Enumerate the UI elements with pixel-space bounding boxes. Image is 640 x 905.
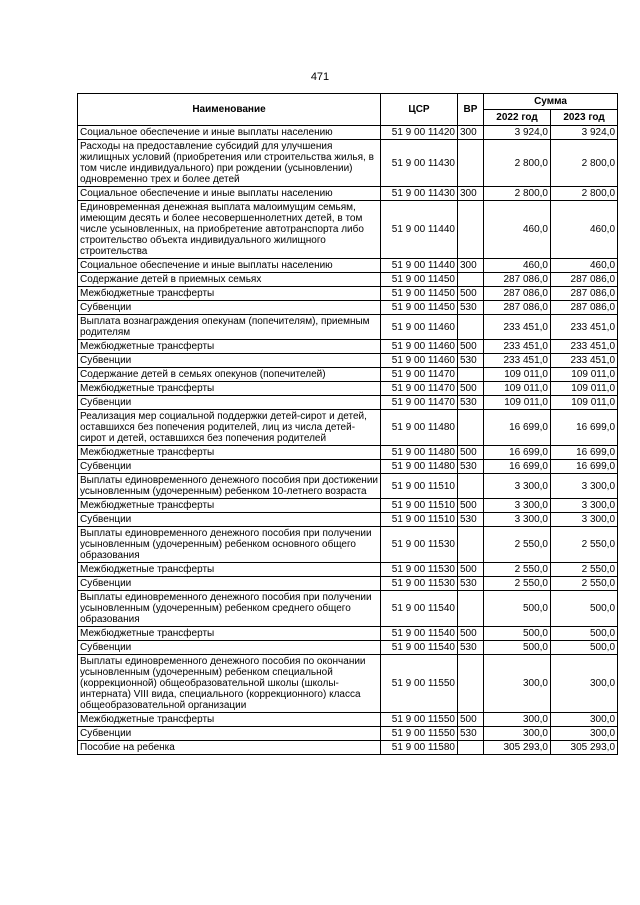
row-name: Выплаты единовременного денежного пособия при получении усыновленным (удочеренным) ребенком основного общего образования	[78, 527, 381, 563]
header-vr: ВР	[458, 94, 484, 126]
row-sum-2023: 460,0	[551, 201, 618, 259]
row-csr: 51 9 00 11540	[381, 627, 458, 641]
row-name: Субвенции	[78, 641, 381, 655]
row-sum-2023: 2 800,0	[551, 140, 618, 187]
row-name: Выплаты единовременного денежного пособия при получении усыновленным (удочеренным) ребенком среднего общего образования	[78, 591, 381, 627]
table-row	[78, 577, 618, 591]
row-sum-2022: 460,0	[484, 201, 551, 259]
row-vr: 500	[458, 499, 484, 513]
table-row	[78, 474, 618, 499]
table-row	[78, 513, 618, 527]
row-sum-2022: 3 924,0	[484, 126, 551, 140]
row-name: Реализация мер социальной поддержки детей-сирот и детей, оставшихся без попечения родителей, лиц из числа детей-сирот и детей, оставшихся без попечения родителей	[78, 410, 381, 446]
row-vr: 530	[458, 727, 484, 741]
row-sum-2022: 287 086,0	[484, 301, 551, 315]
row-sum-2022: 300,0	[484, 713, 551, 727]
row-sum-2023: 500,0	[551, 591, 618, 627]
row-name: Пособие на ребенка	[78, 741, 381, 755]
row-sum-2022: 233 451,0	[484, 315, 551, 340]
row-name: Межбюджетные трансферты	[78, 340, 381, 354]
row-csr: 51 9 00 11470	[381, 368, 458, 382]
table-row	[78, 368, 618, 382]
row-sum-2022: 3 300,0	[484, 513, 551, 527]
row-name: Содержание детей в семьях опекунов (попечителей)	[78, 368, 381, 382]
row-sum-2022: 300,0	[484, 655, 551, 713]
row-sum-2022: 16 699,0	[484, 446, 551, 460]
row-vr: 500	[458, 382, 484, 396]
row-sum-2022: 500,0	[484, 591, 551, 627]
table-row	[78, 563, 618, 577]
row-sum-2022: 109 011,0	[484, 382, 551, 396]
budget-table	[77, 93, 618, 755]
table-row	[78, 273, 618, 287]
row-sum-2023: 2 550,0	[551, 527, 618, 563]
row-sum-2023: 300,0	[551, 655, 618, 713]
row-vr: 530	[458, 396, 484, 410]
row-csr: 51 9 00 11510	[381, 513, 458, 527]
row-vr	[458, 368, 484, 382]
table-row	[78, 655, 618, 713]
row-name: Субвенции	[78, 577, 381, 591]
row-vr: 530	[458, 460, 484, 474]
table-row	[78, 315, 618, 340]
row-vr: 500	[458, 287, 484, 301]
row-sum-2023: 287 086,0	[551, 287, 618, 301]
row-vr: 500	[458, 446, 484, 460]
row-vr	[458, 474, 484, 499]
row-sum-2023: 16 699,0	[551, 410, 618, 446]
table-row	[78, 187, 618, 201]
row-vr	[458, 273, 484, 287]
header-csr: ЦСР	[381, 94, 458, 126]
table-row	[78, 727, 618, 741]
table-row	[78, 354, 618, 368]
row-vr: 500	[458, 627, 484, 641]
row-sum-2022: 500,0	[484, 641, 551, 655]
header-sum: Сумма	[484, 94, 618, 110]
row-csr: 51 9 00 11550	[381, 655, 458, 713]
row-csr: 51 9 00 11540	[381, 591, 458, 627]
row-name: Субвенции	[78, 727, 381, 741]
row-vr: 500	[458, 340, 484, 354]
row-name: Социальное обеспечение и иные выплаты населению	[78, 126, 381, 140]
row-name: Межбюджетные трансферты	[78, 563, 381, 577]
row-sum-2023: 16 699,0	[551, 446, 618, 460]
row-sum-2022: 287 086,0	[484, 273, 551, 287]
row-sum-2022: 16 699,0	[484, 410, 551, 446]
row-csr: 51 9 00 11440	[381, 259, 458, 273]
row-csr: 51 9 00 11530	[381, 527, 458, 563]
row-name: Социальное обеспечение и иные выплаты населению	[78, 187, 381, 201]
row-csr: 51 9 00 11480	[381, 410, 458, 446]
row-name: Выплата вознаграждения опекунам (попечителям), приемным родителям	[78, 315, 381, 340]
table-row	[78, 627, 618, 641]
row-vr: 530	[458, 641, 484, 655]
header-year-2022: 2022 год	[484, 110, 551, 126]
table-row	[78, 259, 618, 273]
row-sum-2022: 233 451,0	[484, 354, 551, 368]
row-sum-2023: 3 300,0	[551, 499, 618, 513]
table-row	[78, 126, 618, 140]
row-vr: 530	[458, 301, 484, 315]
row-csr: 51 9 00 11480	[381, 460, 458, 474]
table-row	[78, 527, 618, 563]
row-sum-2023: 3 924,0	[551, 126, 618, 140]
row-sum-2022: 233 451,0	[484, 340, 551, 354]
row-vr	[458, 201, 484, 259]
row-vr: 530	[458, 577, 484, 591]
row-sum-2023: 233 451,0	[551, 354, 618, 368]
row-vr	[458, 591, 484, 627]
table-row	[78, 460, 618, 474]
row-sum-2022: 109 011,0	[484, 368, 551, 382]
row-vr	[458, 315, 484, 340]
row-csr: 51 9 00 11460	[381, 340, 458, 354]
row-sum-2023: 500,0	[551, 641, 618, 655]
table-row	[78, 340, 618, 354]
row-vr	[458, 140, 484, 187]
row-vr: 300	[458, 187, 484, 201]
row-sum-2023: 300,0	[551, 713, 618, 727]
row-sum-2022: 2 800,0	[484, 140, 551, 187]
row-name: Субвенции	[78, 354, 381, 368]
table-row	[78, 382, 618, 396]
row-sum-2023: 109 011,0	[551, 396, 618, 410]
row-sum-2023: 500,0	[551, 627, 618, 641]
row-sum-2022: 287 086,0	[484, 287, 551, 301]
row-sum-2023: 109 011,0	[551, 382, 618, 396]
row-sum-2022: 16 699,0	[484, 460, 551, 474]
row-sum-2023: 2 550,0	[551, 577, 618, 591]
row-name: Межбюджетные трансферты	[78, 713, 381, 727]
row-csr: 51 9 00 11550	[381, 727, 458, 741]
row-name: Межбюджетные трансферты	[78, 446, 381, 460]
row-vr: 500	[458, 713, 484, 727]
row-sum-2022: 2 800,0	[484, 187, 551, 201]
row-sum-2022: 3 300,0	[484, 499, 551, 513]
row-vr: 530	[458, 513, 484, 527]
row-csr: 51 9 00 11450	[381, 273, 458, 287]
row-name: Субвенции	[78, 301, 381, 315]
row-csr: 51 9 00 11530	[381, 563, 458, 577]
row-vr: 500	[458, 563, 484, 577]
row-csr: 51 9 00 11460	[381, 354, 458, 368]
row-name: Единовременная денежная выплата малоимущим семьям, имеющим десять и более несовершеннолетних детей, в том числе усыновленных, на приобретение автотранспорта либо строительство объекта индивидуального жилищного строительства	[78, 201, 381, 259]
row-sum-2022: 3 300,0	[484, 474, 551, 499]
page-number: 471	[310, 71, 330, 83]
row-sum-2023: 305 293,0	[551, 741, 618, 755]
row-name: Субвенции	[78, 513, 381, 527]
row-sum-2023: 3 300,0	[551, 474, 618, 499]
row-sum-2023: 300,0	[551, 727, 618, 741]
row-sum-2022: 460,0	[484, 259, 551, 273]
row-vr: 300	[458, 259, 484, 273]
row-sum-2023: 2 800,0	[551, 187, 618, 201]
row-name: Субвенции	[78, 460, 381, 474]
row-name: Субвенции	[78, 396, 381, 410]
row-csr: 51 9 00 11420	[381, 126, 458, 140]
row-csr: 51 9 00 11470	[381, 396, 458, 410]
row-name: Межбюджетные трансферты	[78, 627, 381, 641]
row-csr: 51 9 00 11430	[381, 140, 458, 187]
table-row	[78, 140, 618, 187]
row-sum-2023: 233 451,0	[551, 340, 618, 354]
row-csr: 51 9 00 11580	[381, 741, 458, 755]
row-csr: 51 9 00 11430	[381, 187, 458, 201]
row-name: Содержание детей в приемных семьях	[78, 273, 381, 287]
row-sum-2023: 109 011,0	[551, 368, 618, 382]
table-row	[78, 446, 618, 460]
row-name: Межбюджетные трансферты	[78, 499, 381, 513]
header-name: Наименование	[78, 94, 381, 126]
row-csr: 51 9 00 11480	[381, 446, 458, 460]
row-name: Расходы на предоставление субсидий для улучшения жилищных условий (приобретения или строительства жилья, в том числе индивидуального) при рождении (усыновлении) одновременно трех и более детей	[78, 140, 381, 187]
row-sum-2023: 233 451,0	[551, 315, 618, 340]
header-year-2023: 2023 год	[551, 110, 618, 126]
row-sum-2022: 2 550,0	[484, 527, 551, 563]
row-csr: 51 9 00 11460	[381, 315, 458, 340]
row-sum-2022: 500,0	[484, 627, 551, 641]
table-row	[78, 641, 618, 655]
row-csr: 51 9 00 11440	[381, 201, 458, 259]
row-csr: 51 9 00 11450	[381, 287, 458, 301]
row-name: Межбюджетные трансферты	[78, 287, 381, 301]
table-row	[78, 591, 618, 627]
row-name: Выплаты единовременного денежного пособия при достижении усыновленным (удочеренным) ребенком 10-летнего возраста	[78, 474, 381, 499]
row-vr	[458, 741, 484, 755]
row-vr	[458, 410, 484, 446]
table-row	[78, 201, 618, 259]
row-sum-2022: 305 293,0	[484, 741, 551, 755]
row-sum-2022: 2 550,0	[484, 563, 551, 577]
row-csr: 51 9 00 11470	[381, 382, 458, 396]
row-sum-2023: 16 699,0	[551, 460, 618, 474]
row-sum-2023: 2 550,0	[551, 563, 618, 577]
row-csr: 51 9 00 11510	[381, 499, 458, 513]
table-row	[78, 499, 618, 513]
row-sum-2023: 287 086,0	[551, 301, 618, 315]
table-row	[78, 396, 618, 410]
row-sum-2023: 3 300,0	[551, 513, 618, 527]
table-row	[78, 410, 618, 446]
row-csr: 51 9 00 11540	[381, 641, 458, 655]
table-row	[78, 301, 618, 315]
row-vr: 530	[458, 354, 484, 368]
row-vr	[458, 527, 484, 563]
row-name: Социальное обеспечение и иные выплаты населению	[78, 259, 381, 273]
row-sum-2023: 287 086,0	[551, 273, 618, 287]
row-name: Выплаты единовременного денежного пособия по окончании усыновленным (удочеренным) ребенком специальной (коррекционной) общеобразовательной школы (школы-интерната) VIII вида, специального (коррекционного) класса общеобразовательной организации	[78, 655, 381, 713]
row-sum-2022: 300,0	[484, 727, 551, 741]
table-row	[78, 741, 618, 755]
row-vr	[458, 655, 484, 713]
table-row	[78, 713, 618, 727]
row-sum-2022: 2 550,0	[484, 577, 551, 591]
row-csr: 51 9 00 11510	[381, 474, 458, 499]
row-vr: 300	[458, 126, 484, 140]
table-row	[78, 287, 618, 301]
row-sum-2022: 109 011,0	[484, 396, 551, 410]
row-csr: 51 9 00 11550	[381, 713, 458, 727]
table-body	[78, 126, 618, 755]
row-csr: 51 9 00 11450	[381, 301, 458, 315]
row-sum-2023: 460,0	[551, 259, 618, 273]
row-name: Межбюджетные трансферты	[78, 382, 381, 396]
row-csr: 51 9 00 11530	[381, 577, 458, 591]
